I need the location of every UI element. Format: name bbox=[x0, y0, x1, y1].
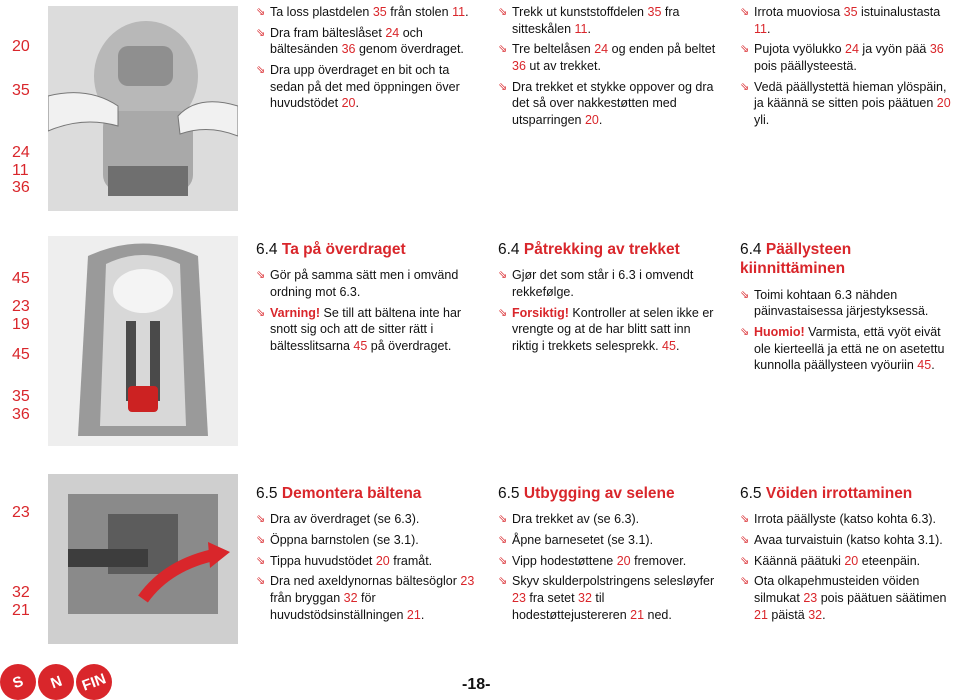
reference-number: 35 bbox=[843, 5, 858, 19]
instruction-text bbox=[512, 79, 720, 129]
reference-number: 35 bbox=[372, 5, 387, 19]
text-run: Käännä päätuki bbox=[754, 553, 845, 568]
text-run: Toimi kohtaan 6.3 nähden päinvastaisessa järjestyksessä. bbox=[754, 287, 929, 319]
text-run: . bbox=[465, 5, 469, 19]
text-run: . bbox=[598, 112, 603, 127]
arrow-right-icon: ⇘ bbox=[256, 6, 266, 18]
text-run: ut av trekket. bbox=[525, 58, 601, 73]
instruction-item bbox=[498, 305, 720, 355]
instruction-text bbox=[512, 305, 720, 355]
callout-24-11-36: 24 11 36 bbox=[12, 144, 30, 197]
text-run: Gör på samma sätt men i omvänd ordning mot 6.3. bbox=[270, 268, 459, 299]
instruction-text bbox=[754, 324, 955, 374]
reference-number: 32 bbox=[808, 607, 823, 622]
section-number: 6.4 bbox=[498, 241, 520, 258]
section-number: 6.4 bbox=[256, 241, 278, 258]
arrow-right-icon: ⇘ bbox=[498, 534, 508, 546]
arrow-right-icon: ⇘ bbox=[498, 269, 508, 282]
arrow-right-icon: ⇘ bbox=[498, 43, 508, 56]
instruction-text bbox=[512, 41, 720, 74]
instruction-text bbox=[270, 532, 419, 549]
reference-number: 21 bbox=[630, 607, 645, 622]
callout-20: 20 bbox=[12, 38, 30, 55]
callout-35-36: 35 36 bbox=[12, 388, 30, 423]
arrow-right-icon: ⇘ bbox=[256, 63, 266, 76]
instruction-item bbox=[498, 41, 720, 74]
row3-col-sv bbox=[256, 484, 478, 627]
instruction-item bbox=[740, 573, 955, 623]
instruction-item bbox=[740, 4, 955, 37]
reference-number: 11 bbox=[452, 5, 466, 19]
reference-number: 24 bbox=[594, 42, 609, 57]
reference-number: 20 bbox=[844, 553, 859, 568]
language-badge-n: N bbox=[38, 664, 74, 700]
instruction-item bbox=[740, 532, 955, 549]
instruction-text bbox=[270, 573, 478, 623]
row2-col-fi bbox=[740, 240, 955, 378]
reference-number: 20 bbox=[375, 553, 390, 568]
reference-number: 23 bbox=[512, 590, 526, 605]
arrow-right-icon: ⇘ bbox=[740, 554, 750, 567]
language-badge-fin: FIN bbox=[76, 664, 112, 700]
text-run: Irrota päällyste (katso kohta 6.3). bbox=[754, 512, 937, 527]
instruction-text bbox=[270, 25, 478, 58]
instruction-item bbox=[498, 532, 720, 549]
instruction-text bbox=[754, 553, 920, 570]
instruction-item bbox=[498, 511, 720, 528]
text-run: eteenpäin. bbox=[858, 553, 921, 568]
text-run: . bbox=[931, 358, 935, 373]
instruction-item bbox=[498, 573, 720, 623]
text-run: från bryggan bbox=[270, 590, 344, 605]
row2-col-sv bbox=[256, 240, 478, 359]
arrow-right-icon: ⇘ bbox=[740, 43, 750, 56]
reference-number: 20 bbox=[616, 553, 631, 568]
reference-number: 11 bbox=[574, 21, 588, 36]
text-run: Pujota vyölukko bbox=[754, 42, 846, 57]
instruction-item bbox=[256, 553, 478, 570]
section-heading: Ta på överdraget bbox=[281, 241, 406, 258]
text-run: genom överdraget. bbox=[355, 42, 464, 57]
section-title bbox=[498, 484, 720, 503]
instruction-item bbox=[740, 553, 955, 570]
text-run: Vipp hodestøttene bbox=[512, 553, 617, 568]
text-run: pois päällysteestä. bbox=[754, 58, 857, 73]
instruction-text bbox=[512, 553, 686, 570]
instruction-text bbox=[512, 267, 720, 300]
row2-col-no bbox=[498, 240, 720, 359]
section-title bbox=[256, 484, 478, 503]
section-heading: Demontera bältena bbox=[281, 485, 422, 502]
section-number: 6.5 bbox=[498, 485, 520, 502]
text-run: Tippa huvudstödet bbox=[270, 553, 376, 568]
text-run: Vedä päällystettä hieman ylöspäin, ja käännä se sitten pois päätuen bbox=[754, 79, 947, 111]
text-run: til hodestøttejustereren bbox=[512, 590, 631, 622]
instruction-text bbox=[270, 4, 469, 21]
section-heading: Päällysteen kiinnittäminen bbox=[740, 241, 852, 278]
reference-number: 21 bbox=[754, 607, 768, 622]
text-run: Dra fram bälteslåset bbox=[270, 25, 386, 40]
instruction-text bbox=[754, 41, 955, 74]
text-run: Irrota muoviosa bbox=[754, 5, 844, 19]
text-run: yli. bbox=[754, 112, 770, 127]
instruction-item bbox=[740, 79, 955, 129]
instruction-text bbox=[270, 305, 478, 355]
text-run: för huvudstödsinställningen bbox=[270, 590, 407, 622]
row1-col-no bbox=[498, 4, 720, 132]
reference-number: Forsiktig! bbox=[512, 305, 569, 320]
text-run: fremover. bbox=[630, 553, 687, 568]
instruction-item bbox=[256, 305, 478, 355]
text-run: ja vyön pää bbox=[858, 42, 930, 57]
section-title bbox=[740, 484, 955, 503]
reference-number: 23 bbox=[803, 590, 818, 605]
text-run: . bbox=[587, 21, 591, 36]
instruction-item bbox=[498, 553, 720, 570]
instruction-text bbox=[754, 532, 943, 549]
arrow-right-icon: ⇘ bbox=[740, 80, 750, 93]
reference-number: 23 bbox=[460, 574, 475, 589]
text-run: Varmista, että vyöt eivät ole kierteellä ja että ne on asetettu kunnolla päällysteen vyöuriin bbox=[754, 325, 945, 373]
row1-col-sv bbox=[256, 4, 478, 116]
instruction-item bbox=[740, 511, 955, 528]
arrow-right-icon: ⇘ bbox=[256, 26, 266, 39]
callout-45-bottom: 45 bbox=[12, 346, 30, 363]
instruction-item bbox=[498, 4, 720, 37]
text-run: Åpne barnesetet (se 3.1). bbox=[512, 533, 654, 547]
callout-23: 23 bbox=[12, 504, 30, 521]
instruction-text bbox=[270, 553, 432, 570]
reference-number: Huomio! bbox=[754, 325, 805, 339]
instruction-item bbox=[740, 324, 955, 374]
photo-belt-removal bbox=[48, 474, 238, 644]
row1-col-fi bbox=[740, 4, 955, 132]
text-run: ned. bbox=[644, 607, 672, 622]
section-title bbox=[740, 240, 955, 279]
text-run: . bbox=[822, 607, 826, 622]
reference-number: 35 bbox=[647, 5, 662, 19]
arrow-right-icon: ⇘ bbox=[256, 554, 266, 567]
section-heading: Påtrekking av trekket bbox=[523, 241, 680, 258]
section-title bbox=[498, 240, 720, 259]
instruction-text bbox=[754, 511, 936, 528]
instruction-text bbox=[754, 573, 955, 623]
text-run: Kontroller at selen ikke er vrengte og at de har blitt satt inn riktig i trekkets selesprekk. bbox=[512, 305, 714, 353]
instruction-item bbox=[256, 25, 478, 58]
arrow-right-icon: ⇘ bbox=[498, 6, 508, 18]
arrow-right-icon: ⇘ bbox=[498, 554, 508, 567]
text-run: päistä bbox=[767, 607, 809, 622]
callout-32-21: 32 21 bbox=[12, 584, 30, 619]
section-heading: Vöiden irrottaminen bbox=[765, 485, 913, 502]
instruction-text bbox=[512, 511, 639, 528]
reference-number: 20 bbox=[341, 96, 356, 111]
instruction-text bbox=[754, 4, 955, 37]
text-run: Gjør det som står i 6.3 i omvendt rekkefølge. bbox=[512, 268, 694, 299]
language-badge-s: S bbox=[0, 664, 36, 700]
text-run: fra sitteskålen bbox=[512, 5, 680, 36]
arrow-right-icon: ⇘ bbox=[498, 306, 508, 319]
text-run: . bbox=[420, 607, 425, 622]
callout-23-19: 23 19 bbox=[12, 298, 30, 333]
instruction-text bbox=[270, 267, 478, 300]
arrow-right-icon: ⇘ bbox=[498, 575, 508, 588]
text-run: Avaa turvaistuin (katso kohta 3.1). bbox=[754, 533, 943, 547]
arrow-right-icon: ⇘ bbox=[256, 575, 266, 588]
text-run: från stolen bbox=[386, 5, 453, 19]
callout-45-top: 45 bbox=[12, 270, 30, 287]
arrow-right-icon: ⇘ bbox=[256, 513, 266, 526]
reference-number: 36 bbox=[929, 42, 944, 57]
row3-col-no bbox=[498, 484, 720, 627]
text-run: Dra ned axeldynornas bältesöglor bbox=[270, 574, 461, 589]
reference-number: 36 bbox=[512, 58, 526, 73]
photo-seat-with-cover bbox=[48, 236, 238, 446]
section-number: 6.4 bbox=[740, 241, 762, 258]
instruction-text bbox=[270, 511, 419, 528]
instruction-item bbox=[740, 287, 955, 320]
text-run: pois päätuen säätimen bbox=[817, 590, 947, 605]
instruction-text bbox=[512, 532, 653, 549]
section-heading: Utbygging av selene bbox=[523, 485, 675, 502]
text-run: Trekk ut kunststoffdelen bbox=[512, 5, 648, 19]
section-number: 6.5 bbox=[256, 485, 278, 502]
reference-number: 11 bbox=[754, 21, 767, 36]
reference-number: 24 bbox=[845, 42, 859, 57]
arrow-right-icon: ⇘ bbox=[256, 269, 266, 282]
text-run: og enden på beltet bbox=[608, 42, 716, 57]
text-run: Dra trekket av (se 6.3). bbox=[512, 512, 640, 527]
text-run: . bbox=[675, 338, 680, 353]
instruction-item bbox=[256, 532, 478, 549]
language-badges bbox=[0, 664, 114, 700]
instruction-text bbox=[512, 4, 720, 37]
instruction-text bbox=[754, 287, 955, 320]
reference-number: 20 bbox=[584, 112, 599, 127]
text-run: på överdraget. bbox=[367, 338, 452, 353]
instruction-text bbox=[512, 573, 720, 623]
text-run: . bbox=[355, 96, 359, 111]
reference-number: Varning! bbox=[270, 305, 321, 320]
reference-number: 45 bbox=[353, 338, 368, 353]
text-run: fra setet bbox=[525, 590, 579, 605]
arrow-right-icon: ⇘ bbox=[498, 513, 508, 526]
text-run: Dra av överdraget (se 6.3). bbox=[270, 512, 420, 527]
arrow-right-icon: ⇘ bbox=[498, 80, 508, 93]
instruction-text bbox=[270, 62, 478, 112]
text-run: Ta loss plastdelen bbox=[270, 5, 373, 19]
photo-cover-removal bbox=[48, 6, 238, 211]
arrow-right-icon: ⇘ bbox=[740, 534, 750, 546]
section-title bbox=[256, 240, 478, 259]
page-number: -18- bbox=[462, 676, 491, 693]
text-run: Dra upp överdraget en bit och ta sedan på det med öppningen över huvudstödet bbox=[270, 62, 460, 111]
reference-number: 45 bbox=[662, 338, 676, 353]
reference-number: 32 bbox=[343, 590, 358, 605]
text-run: Öppna barnstolen (se 3.1). bbox=[270, 533, 419, 547]
arrow-right-icon: ⇘ bbox=[740, 575, 750, 588]
arrow-right-icon: ⇘ bbox=[740, 288, 750, 301]
row3-col-fi bbox=[740, 484, 955, 627]
arrow-right-icon: ⇘ bbox=[256, 534, 266, 546]
reference-number: 21 bbox=[406, 607, 421, 622]
text-run: Skyv skulderpolstringens selesløyfer bbox=[512, 574, 715, 589]
text-run: och bältesänden bbox=[270, 25, 423, 57]
instruction-item bbox=[498, 267, 720, 300]
instruction-item bbox=[256, 573, 478, 623]
arrow-right-icon: ⇘ bbox=[740, 6, 750, 18]
reference-number: 45 bbox=[917, 358, 932, 373]
instruction-item bbox=[256, 267, 478, 300]
arrow-right-icon: ⇘ bbox=[740, 326, 750, 338]
instruction-item bbox=[740, 41, 955, 74]
text-run: framåt. bbox=[389, 553, 433, 568]
section-number: 6.5 bbox=[740, 485, 762, 502]
text-run: . bbox=[766, 21, 771, 36]
text-run: Dra trekket et stykke oppover og dra det så over nakkestøtten med utsparringen bbox=[512, 79, 714, 127]
instruction-item bbox=[256, 4, 478, 21]
instruction-item bbox=[256, 62, 478, 112]
reference-number: 20 bbox=[936, 96, 951, 111]
instruction-text bbox=[754, 79, 955, 129]
callout-35: 35 bbox=[12, 82, 30, 99]
arrow-right-icon: ⇘ bbox=[740, 513, 750, 526]
text-run: Tre beltelåsen bbox=[512, 42, 595, 57]
text-run: istuinalustasta bbox=[857, 5, 941, 19]
reference-number: 36 bbox=[341, 42, 356, 57]
instruction-item bbox=[256, 511, 478, 528]
text-run: Se till att bältena inte har snott sig och att de sitter rätt i bältesslitsarna bbox=[270, 305, 462, 353]
arrow-right-icon: ⇘ bbox=[256, 306, 266, 319]
reference-number: 32 bbox=[578, 590, 592, 605]
reference-number: 24 bbox=[385, 25, 400, 40]
text-run: Ota olkapehmusteiden vöiden silmukat bbox=[754, 574, 920, 605]
instruction-item bbox=[498, 79, 720, 129]
